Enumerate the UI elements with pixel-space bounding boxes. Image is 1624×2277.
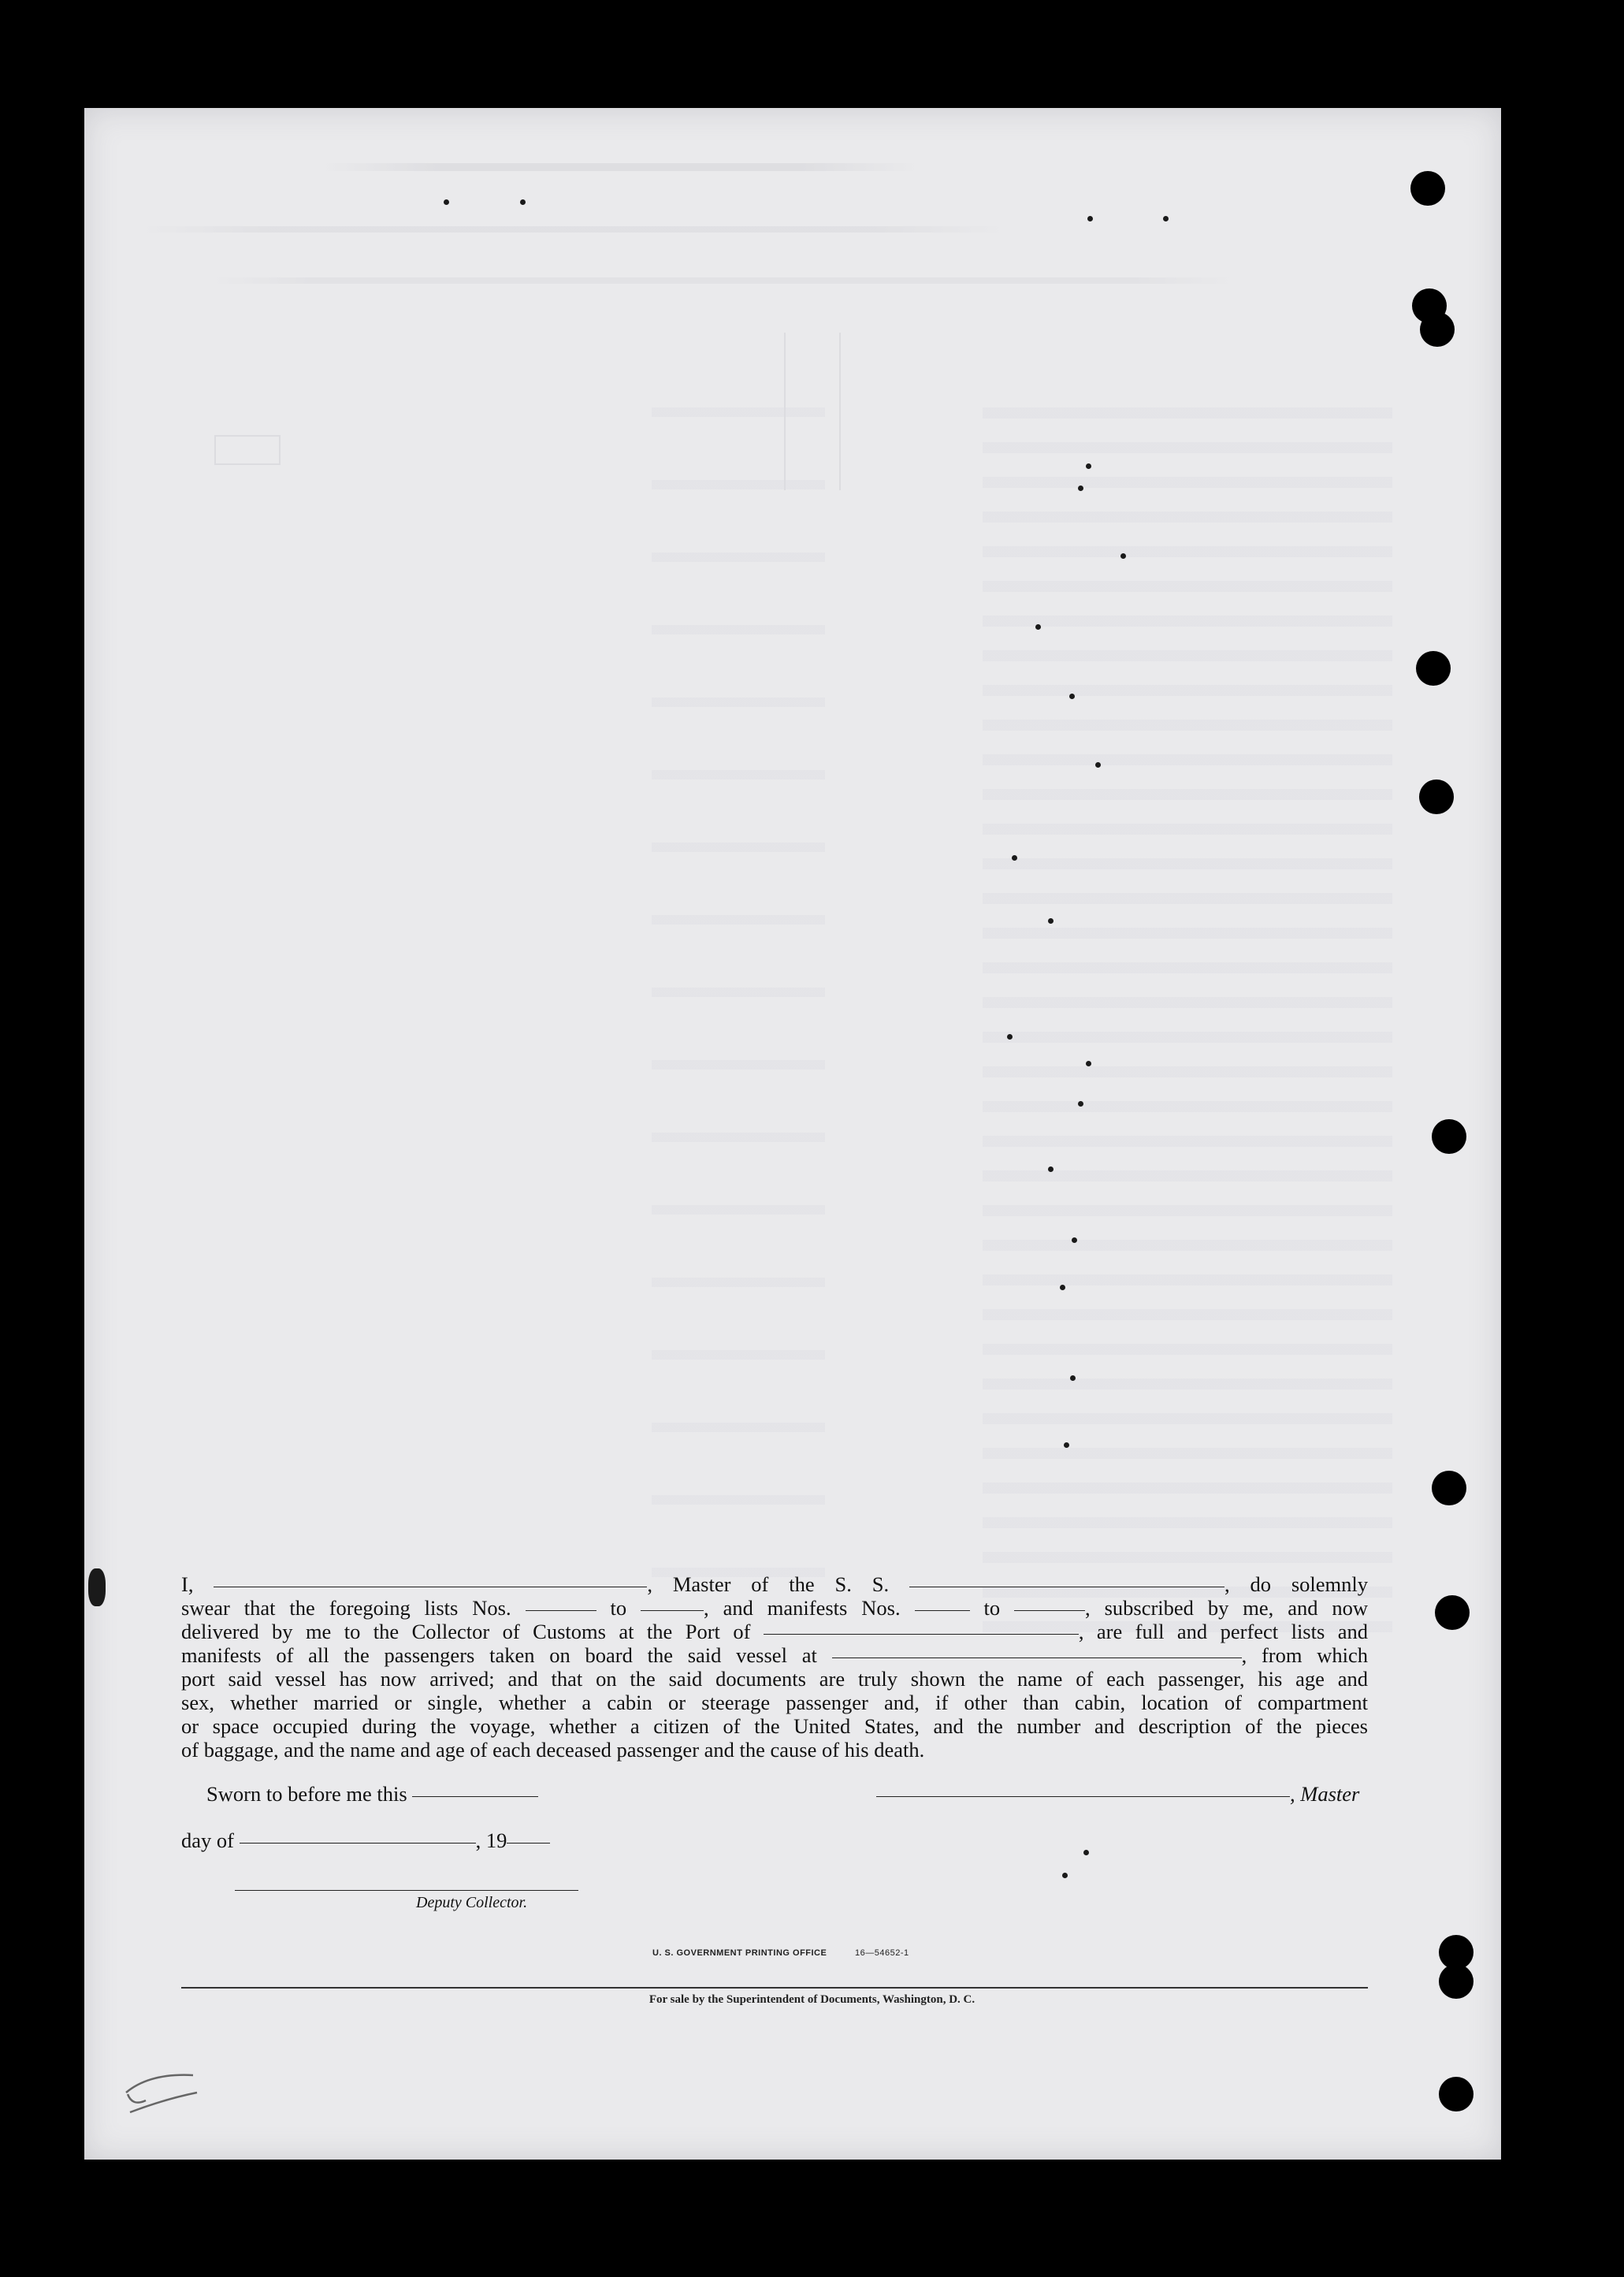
bleed-through-rule: [784, 333, 786, 490]
pin-dot: [444, 199, 449, 205]
oath-line-3: delivered by me to the Collector of Customs at the Port of , are full and perfect lists and: [181, 1620, 1368, 1643]
pin-dot: [1120, 553, 1126, 559]
pin-dot: [1069, 694, 1075, 699]
bottom-rule: [181, 1987, 1368, 1989]
port-blank[interactable]: [764, 1633, 1079, 1635]
oath-line-6: sex, whether married or single, whether a cabin or steerage passenger and, if other than cabin, location of compartment: [181, 1691, 1368, 1714]
master-signature-blank[interactable]: [876, 1795, 1290, 1797]
pin-dot: [1086, 463, 1091, 469]
pin-dot: [1064, 1442, 1069, 1448]
pin-dot: [1012, 855, 1017, 861]
oath-line-2: swear that the foregoing lists Nos. to , and manifests Nos. to , subscribed by me, and now: [181, 1596, 1369, 1620]
printing-office-label: U. S. GOVERNMENT PRINTING OFFICE: [652, 1948, 827, 1958]
pin-dot: [1070, 1375, 1076, 1381]
oath-line-8: of baggage, and the name and age of each deceased passenger and the cause of his death.: [181, 1738, 925, 1762]
sworn-date-blank[interactable]: [412, 1795, 538, 1797]
deputy-collector-label: Deputy Collector.: [416, 1894, 528, 1911]
year-blank[interactable]: [507, 1842, 550, 1844]
ship-name-blank[interactable]: [909, 1586, 1225, 1587]
oath-line-5: port said vessel has now arrived; and that on the said documents are truly shown the name of each passenger, his age and: [181, 1667, 1368, 1691]
sworn-row: [206, 1782, 538, 1806]
embark-port-blank[interactable]: [832, 1657, 1242, 1658]
oath-line-4: manifests of all the passengers taken on board the said vessel at , from which: [181, 1643, 1369, 1667]
pin-dot: [1060, 1285, 1065, 1290]
day-month-blank[interactable]: [240, 1842, 476, 1844]
punch-hole: [1416, 651, 1451, 686]
deputy-signature-line[interactable]: [235, 1890, 578, 1891]
punch-hole: [1419, 779, 1454, 814]
punch-hole: [1420, 312, 1455, 347]
edge-smudge: [88, 1568, 106, 1606]
pin-dot: [520, 199, 526, 205]
pin-dot: [1035, 624, 1041, 630]
pin-dot: [1078, 486, 1083, 491]
master-signature-row: [876, 1782, 1359, 1806]
pin-dot: [1048, 918, 1054, 924]
bleed-through-header: [321, 163, 920, 171]
master-name-blank[interactable]: [214, 1586, 647, 1587]
bleed-through-rule-2: [839, 333, 841, 490]
handwritten-mark: [118, 2069, 205, 2116]
oath-line-1: I, , Master of the S. S. , do solemnly: [181, 1572, 1369, 1596]
master-label: , Master: [1290, 1782, 1360, 1806]
pin-dot: [1078, 1101, 1083, 1107]
bleed-through-column: [983, 407, 1392, 1637]
manifest-from-blank[interactable]: [915, 1609, 970, 1611]
punch-hole: [1432, 1119, 1466, 1154]
bleed-through-column-2: [652, 407, 825, 1637]
pin-dot: [1087, 216, 1093, 221]
pin-dot: [1163, 216, 1169, 221]
list-to-blank[interactable]: [641, 1609, 704, 1611]
pin-dot: [1062, 1873, 1068, 1878]
bleed-through-header-3: [210, 277, 1235, 284]
pin-dot: [1095, 762, 1101, 768]
day-label: day of: [181, 1829, 234, 1852]
punch-hole: [1435, 1595, 1470, 1630]
pin-dot: [1086, 1061, 1091, 1066]
sworn-label: Sworn to before me this: [206, 1782, 407, 1806]
bleed-through-stamp: [214, 435, 281, 465]
for-sale-notice: For sale by the Superintendent of Documents, Washington, D. C.: [648, 1993, 976, 2006]
punch-hole: [1410, 171, 1445, 206]
pin-dot: [1072, 1237, 1077, 1243]
pin-dot: [1007, 1034, 1013, 1040]
form-number: 16—54652-1: [855, 1948, 909, 1958]
pin-dot: [1048, 1166, 1054, 1172]
punch-hole: [1432, 1471, 1466, 1505]
day-row: [181, 1829, 550, 1853]
pin-dot: [1083, 1850, 1089, 1855]
punch-hole: [1439, 2077, 1473, 2111]
oath-paragraph: [181, 1572, 1368, 1762]
bleed-through-header-2: [139, 226, 1006, 233]
list-from-blank[interactable]: [526, 1609, 596, 1611]
oath-line-7: or space occupied during the voyage, whether a citizen of the United States, and the number and description of the pieces: [181, 1714, 1368, 1738]
year-label: , 19: [475, 1829, 507, 1852]
manifest-to-blank[interactable]: [1014, 1609, 1085, 1611]
